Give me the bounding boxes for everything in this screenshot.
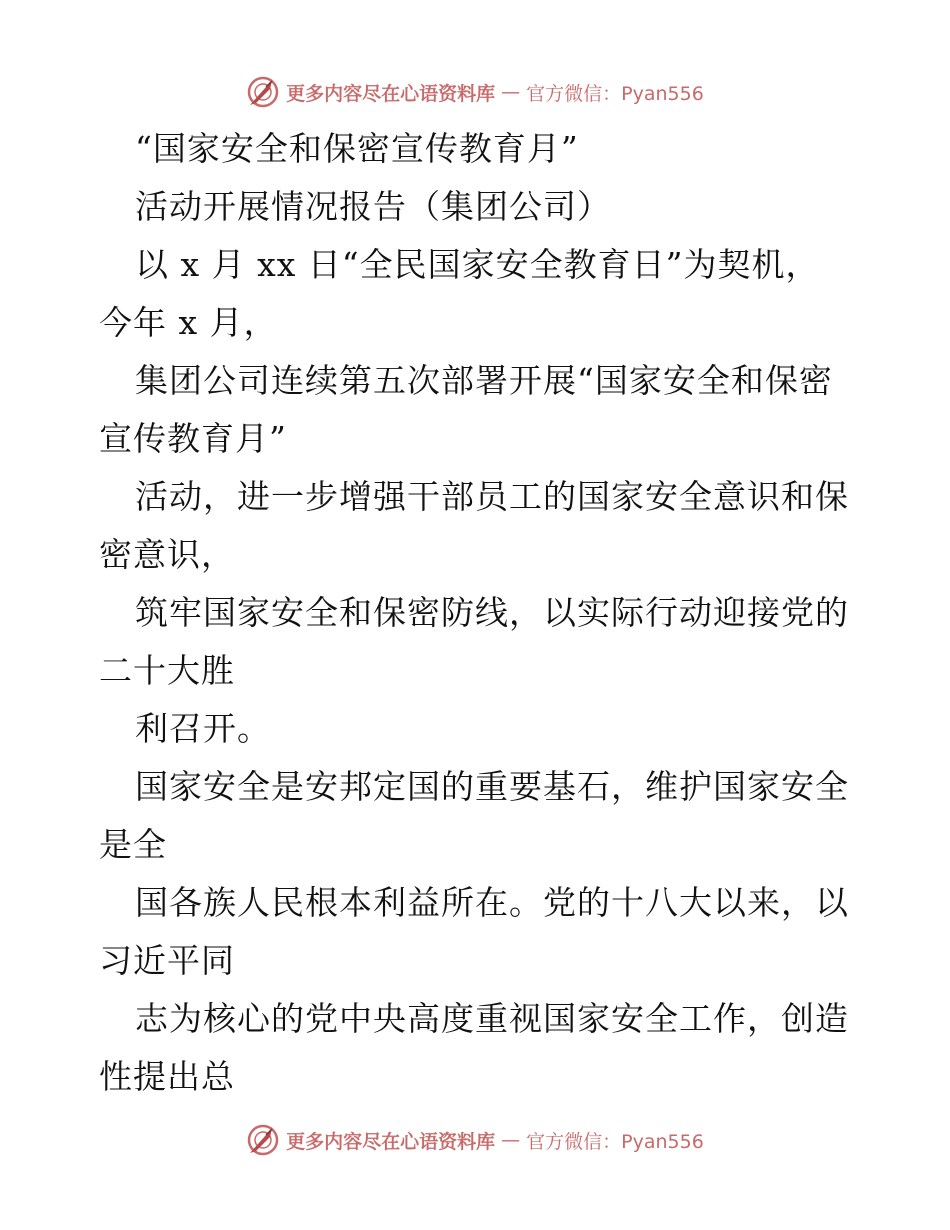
doc-paragraph-line: 集团公司连续第五次部署开展“国家安全和保密 <box>135 361 833 400</box>
watermark-dash: — <box>501 1129 521 1151</box>
watermark-wechat-text: 官方微信：Pyan556 <box>526 82 704 105</box>
footer-watermark <box>0 1120 950 1160</box>
doc-paragraph-line: 二十大胜 <box>99 651 235 690</box>
doc-paragraph-line: 性提出总 <box>99 1057 235 1096</box>
doc-paragraph-line: 筑牢国家安全和保密防线，以实际行动迎接党的 <box>135 593 849 632</box>
doc-title-line-2: 活动开展情况报告（集团公司） <box>135 187 611 226</box>
doc-paragraph-line: 宣传教育月” <box>99 419 287 458</box>
doc-paragraph-line: 习近平同 <box>99 941 235 980</box>
header-watermark <box>0 72 950 112</box>
doc-paragraph-line: 今年 x 月， <box>99 303 278 342</box>
doc-paragraph-line: 国各族人民根本利益所在。党的十八大以来，以 <box>135 883 849 922</box>
doc-paragraph-line: 以 x 月 xx 日“全民国家安全教育日”为契机， <box>135 245 820 284</box>
quill-circle-icon <box>246 75 280 109</box>
watermark-wechat-text: 官方微信：Pyan556 <box>526 1130 704 1153</box>
watermark-site-text: 更多内容尽在心语资料库 <box>286 1130 496 1153</box>
watermark-dash: — <box>501 81 521 103</box>
doc-paragraph-line: 活动，进一步增强干部员工的国家安全意识和保 <box>135 477 849 516</box>
doc-paragraph-line: 密意识， <box>99 535 235 574</box>
watermark-site-text: 更多内容尽在心语资料库 <box>286 82 496 105</box>
doc-title-line-1: “国家安全和保密宣传教育月” <box>135 129 579 168</box>
doc-paragraph-line: 志为核心的党中央高度重视国家安全工作，创造 <box>135 999 849 1038</box>
doc-paragraph-line: 是全 <box>99 825 167 864</box>
doc-paragraph-line: 国家安全是安邦定国的重要基石，维护国家安全 <box>135 767 849 806</box>
doc-paragraph-line: 利召开。 <box>135 709 271 748</box>
quill-circle-icon <box>246 1123 280 1157</box>
